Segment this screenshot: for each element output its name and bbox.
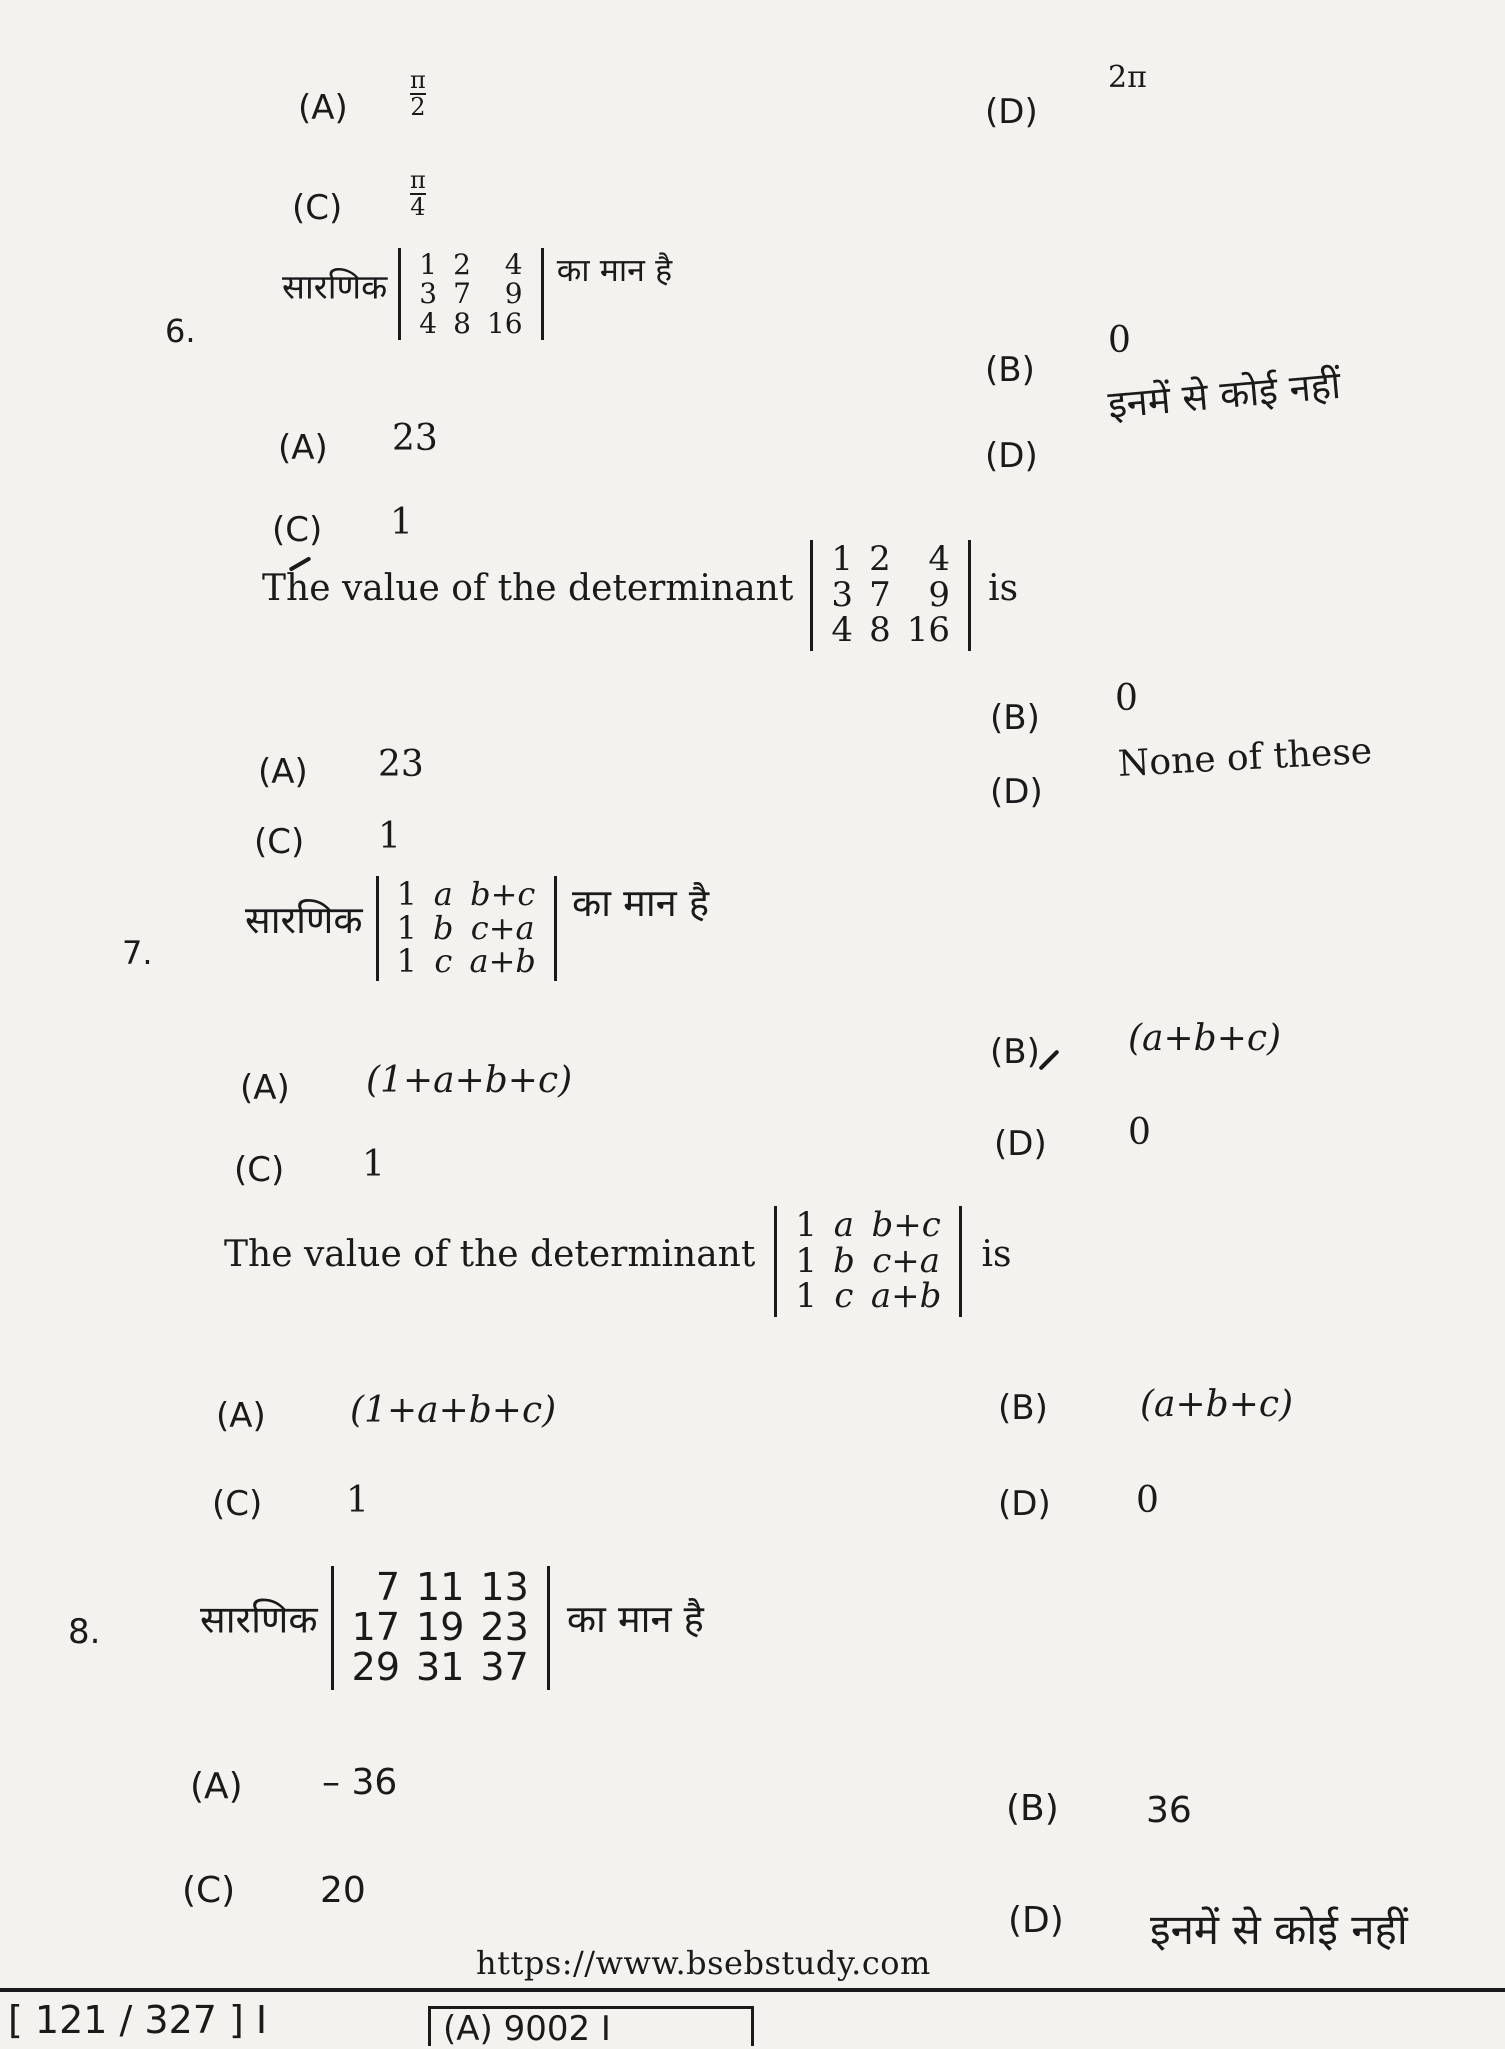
matrix-entry: a+b <box>469 942 536 981</box>
matrix-entry: 16 <box>906 610 950 651</box>
matrix-entry: 1 <box>396 875 418 913</box>
matrix-entry: 8 <box>453 306 471 340</box>
q7-english-option-d-value: 0 <box>1136 1480 1159 1521</box>
matrix-entry: 3 <box>831 574 854 615</box>
matrix-entry: 4 <box>831 610 854 651</box>
matrix-entry: 2 <box>453 248 471 281</box>
q7-hindi-option-b-value: (a+b+c) <box>1128 1018 1282 1059</box>
q8-option-c-value: 20 <box>320 1870 366 1911</box>
q7-hindi-option-d-label: (D) <box>994 1124 1047 1164</box>
matrix-entry: c <box>434 942 453 981</box>
q8-stem <box>200 1566 704 1690</box>
matrix-entry: 16 <box>486 306 523 340</box>
q5-option-a-label: (A) <box>298 88 348 128</box>
q6-hindi-determinant <box>398 248 543 340</box>
matrix-entry: 1 <box>419 248 438 281</box>
matrix-entry: 3 <box>419 277 438 311</box>
q6-english-option-a-value: 23 <box>378 744 424 785</box>
matrix-entry: 19 <box>416 1604 465 1649</box>
matrix-entry: 2 <box>869 539 891 579</box>
q6-english-option-d-label: (D) <box>990 772 1043 812</box>
q7-hindi-prefix: सारणिक <box>245 897 363 942</box>
matrix-entry: 1 <box>831 539 854 579</box>
matrix-entry: 4 <box>419 306 438 340</box>
q7-hindi-option-a-label: (A) <box>240 1068 290 1108</box>
q7-hindi-option-b-label: (B) <box>990 1032 1040 1072</box>
q6-english-option-b-value: 0 <box>1115 678 1138 719</box>
matrix-entry: c+a <box>872 1240 940 1281</box>
q7-english-option-c-label: (C) <box>212 1484 263 1524</box>
q8-option-c-label: (C) <box>182 1870 236 1911</box>
footer-code-box-text: (A) 9002 I <box>443 2009 611 2049</box>
matrix-entry: c <box>834 1276 854 1317</box>
q6-hindi-option-c-value: 1 <box>390 502 413 543</box>
matrix-entry: 7 <box>869 574 891 615</box>
q5-option-c-value: $\frac{\pi}{4}$ <box>410 166 426 222</box>
matrix-entry: a+b <box>870 1276 942 1317</box>
q6-english-option-b-label: (B) <box>990 698 1040 738</box>
q8-hindi-prefix: सारणिक <box>200 1597 318 1642</box>
q6-english-prefix: The value of the determinant <box>262 568 794 610</box>
q8-option-a-value: – 36 <box>322 1762 398 1803</box>
q7-hindi-option-c-value: 1 <box>362 1144 385 1185</box>
matrix-entry: 9 <box>928 574 950 615</box>
matrix-entry: c+a <box>470 908 535 947</box>
q6-number: 6. <box>165 312 196 350</box>
matrix-entry: 1 <box>795 1240 818 1281</box>
q8-option-a-label: (A) <box>190 1766 243 1807</box>
matrix-entry: 4 <box>928 539 950 579</box>
matrix-entry: b <box>833 1240 855 1281</box>
matrix-entry: b+c <box>871 1205 941 1245</box>
q6-hindi-option-b-label: (B) <box>985 350 1035 390</box>
watermark-url: https://www.bsebstudy.com <box>476 1944 931 1982</box>
q7-english-prefix: The value of the determinant <box>224 1234 756 1276</box>
q6-hindi-option-d-value: इनमें से कोई नहीं <box>1106 362 1343 427</box>
q8-number: 8. <box>68 1612 101 1652</box>
matrix-entry: 9 <box>504 277 523 311</box>
q6-english-stem <box>262 540 1018 651</box>
q5-option-a-value: $\frac{\pi}{2}$ <box>410 66 426 122</box>
q6-hindi-option-a-label: (A) <box>278 428 328 468</box>
footer-paper-code: [ 121 / 327 ] I <box>8 1998 268 2042</box>
q7-hindi-option-a-value: (1+a+b+c) <box>366 1060 573 1101</box>
matrix-entry: 1 <box>396 908 418 947</box>
q6-hindi-option-a-value: 23 <box>392 418 438 459</box>
q5-option-d-label: (D) <box>985 92 1038 132</box>
q7-english-option-b-value: (a+b+c) <box>1140 1384 1294 1425</box>
q7-english-option-b-label: (B) <box>998 1388 1048 1428</box>
matrix-entry: a <box>833 1205 855 1245</box>
q6-hindi-option-b-value: 0 <box>1108 320 1131 361</box>
q5-option-d-value: 2π <box>1108 60 1147 95</box>
q7-english-option-a-value: (1+a+b+c) <box>350 1390 557 1431</box>
tick-mark <box>1038 1049 1059 1070</box>
q7-hindi-option-d-value: 0 <box>1128 1112 1151 1153</box>
q6-hindi-suffix: का मान है <box>556 251 673 289</box>
matrix-entry: 1 <box>396 942 418 981</box>
matrix-entry: 13 <box>480 1565 529 1609</box>
footer-divider <box>0 1988 1505 1992</box>
q7-english-option-d-label: (D) <box>998 1484 1051 1524</box>
q7-hindi-stem <box>245 876 709 981</box>
matrix-entry: b+c <box>470 875 536 913</box>
matrix-entry: 31 <box>416 1644 465 1689</box>
q8-determinant <box>331 1566 550 1690</box>
q6-hindi-option-d-label: (D) <box>985 436 1038 476</box>
q7-english-option-c-value: 1 <box>346 1480 369 1521</box>
q6-hindi-prefix: सारणिक <box>282 267 388 308</box>
q7-english-option-a-label: (A) <box>216 1396 266 1436</box>
q7-hindi-suffix: का मान है <box>571 881 710 925</box>
matrix-entry: a <box>433 875 453 913</box>
matrix-entry: 11 <box>416 1565 465 1609</box>
q6-english-option-a-label: (A) <box>258 752 308 792</box>
q6-english-suffix: is <box>988 568 1019 610</box>
q7-english-stem <box>224 1206 1011 1317</box>
q5-option-c-label: (C) <box>292 188 343 228</box>
q8-option-b-label: (B) <box>1006 1788 1059 1829</box>
matrix-entry: 17 <box>351 1604 401 1649</box>
q6-hindi-option-c-label: (C) <box>272 510 323 550</box>
footer-code-box <box>428 2006 754 2049</box>
matrix-entry: 29 <box>351 1644 401 1689</box>
q6-english-option-d-value: None of these <box>1116 730 1374 785</box>
q7-english-determinant <box>774 1206 962 1317</box>
matrix-entry: 1 <box>795 1276 818 1317</box>
q6-english-option-c-value: 1 <box>378 816 401 857</box>
matrix-entry: 7 <box>375 1565 401 1609</box>
q6-english-option-c-label: (C) <box>254 822 305 862</box>
matrix-entry: 37 <box>480 1644 529 1689</box>
matrix-entry: 4 <box>504 248 523 281</box>
q6-english-determinant <box>810 540 971 651</box>
q7-hindi-option-c-label: (C) <box>234 1150 285 1190</box>
q7-hindi-determinant <box>376 876 557 981</box>
matrix-entry: b <box>433 908 454 947</box>
matrix-entry: 7 <box>453 277 471 311</box>
q8-hindi-suffix: का मान है <box>566 1597 704 1642</box>
q8-option-d-value: इनमें से कोई नहीं <box>1150 1905 1408 1954</box>
q8-option-b-value: 36 <box>1146 1790 1192 1831</box>
matrix-entry: 23 <box>480 1604 529 1649</box>
q7-english-suffix: is <box>981 1234 1012 1276</box>
q8-option-d-label: (D) <box>1008 1900 1064 1941</box>
q7-number: 7. <box>122 934 153 972</box>
q6-hindi-stem <box>282 248 672 340</box>
matrix-entry: 8 <box>869 610 891 651</box>
matrix-entry: 1 <box>795 1205 818 1245</box>
